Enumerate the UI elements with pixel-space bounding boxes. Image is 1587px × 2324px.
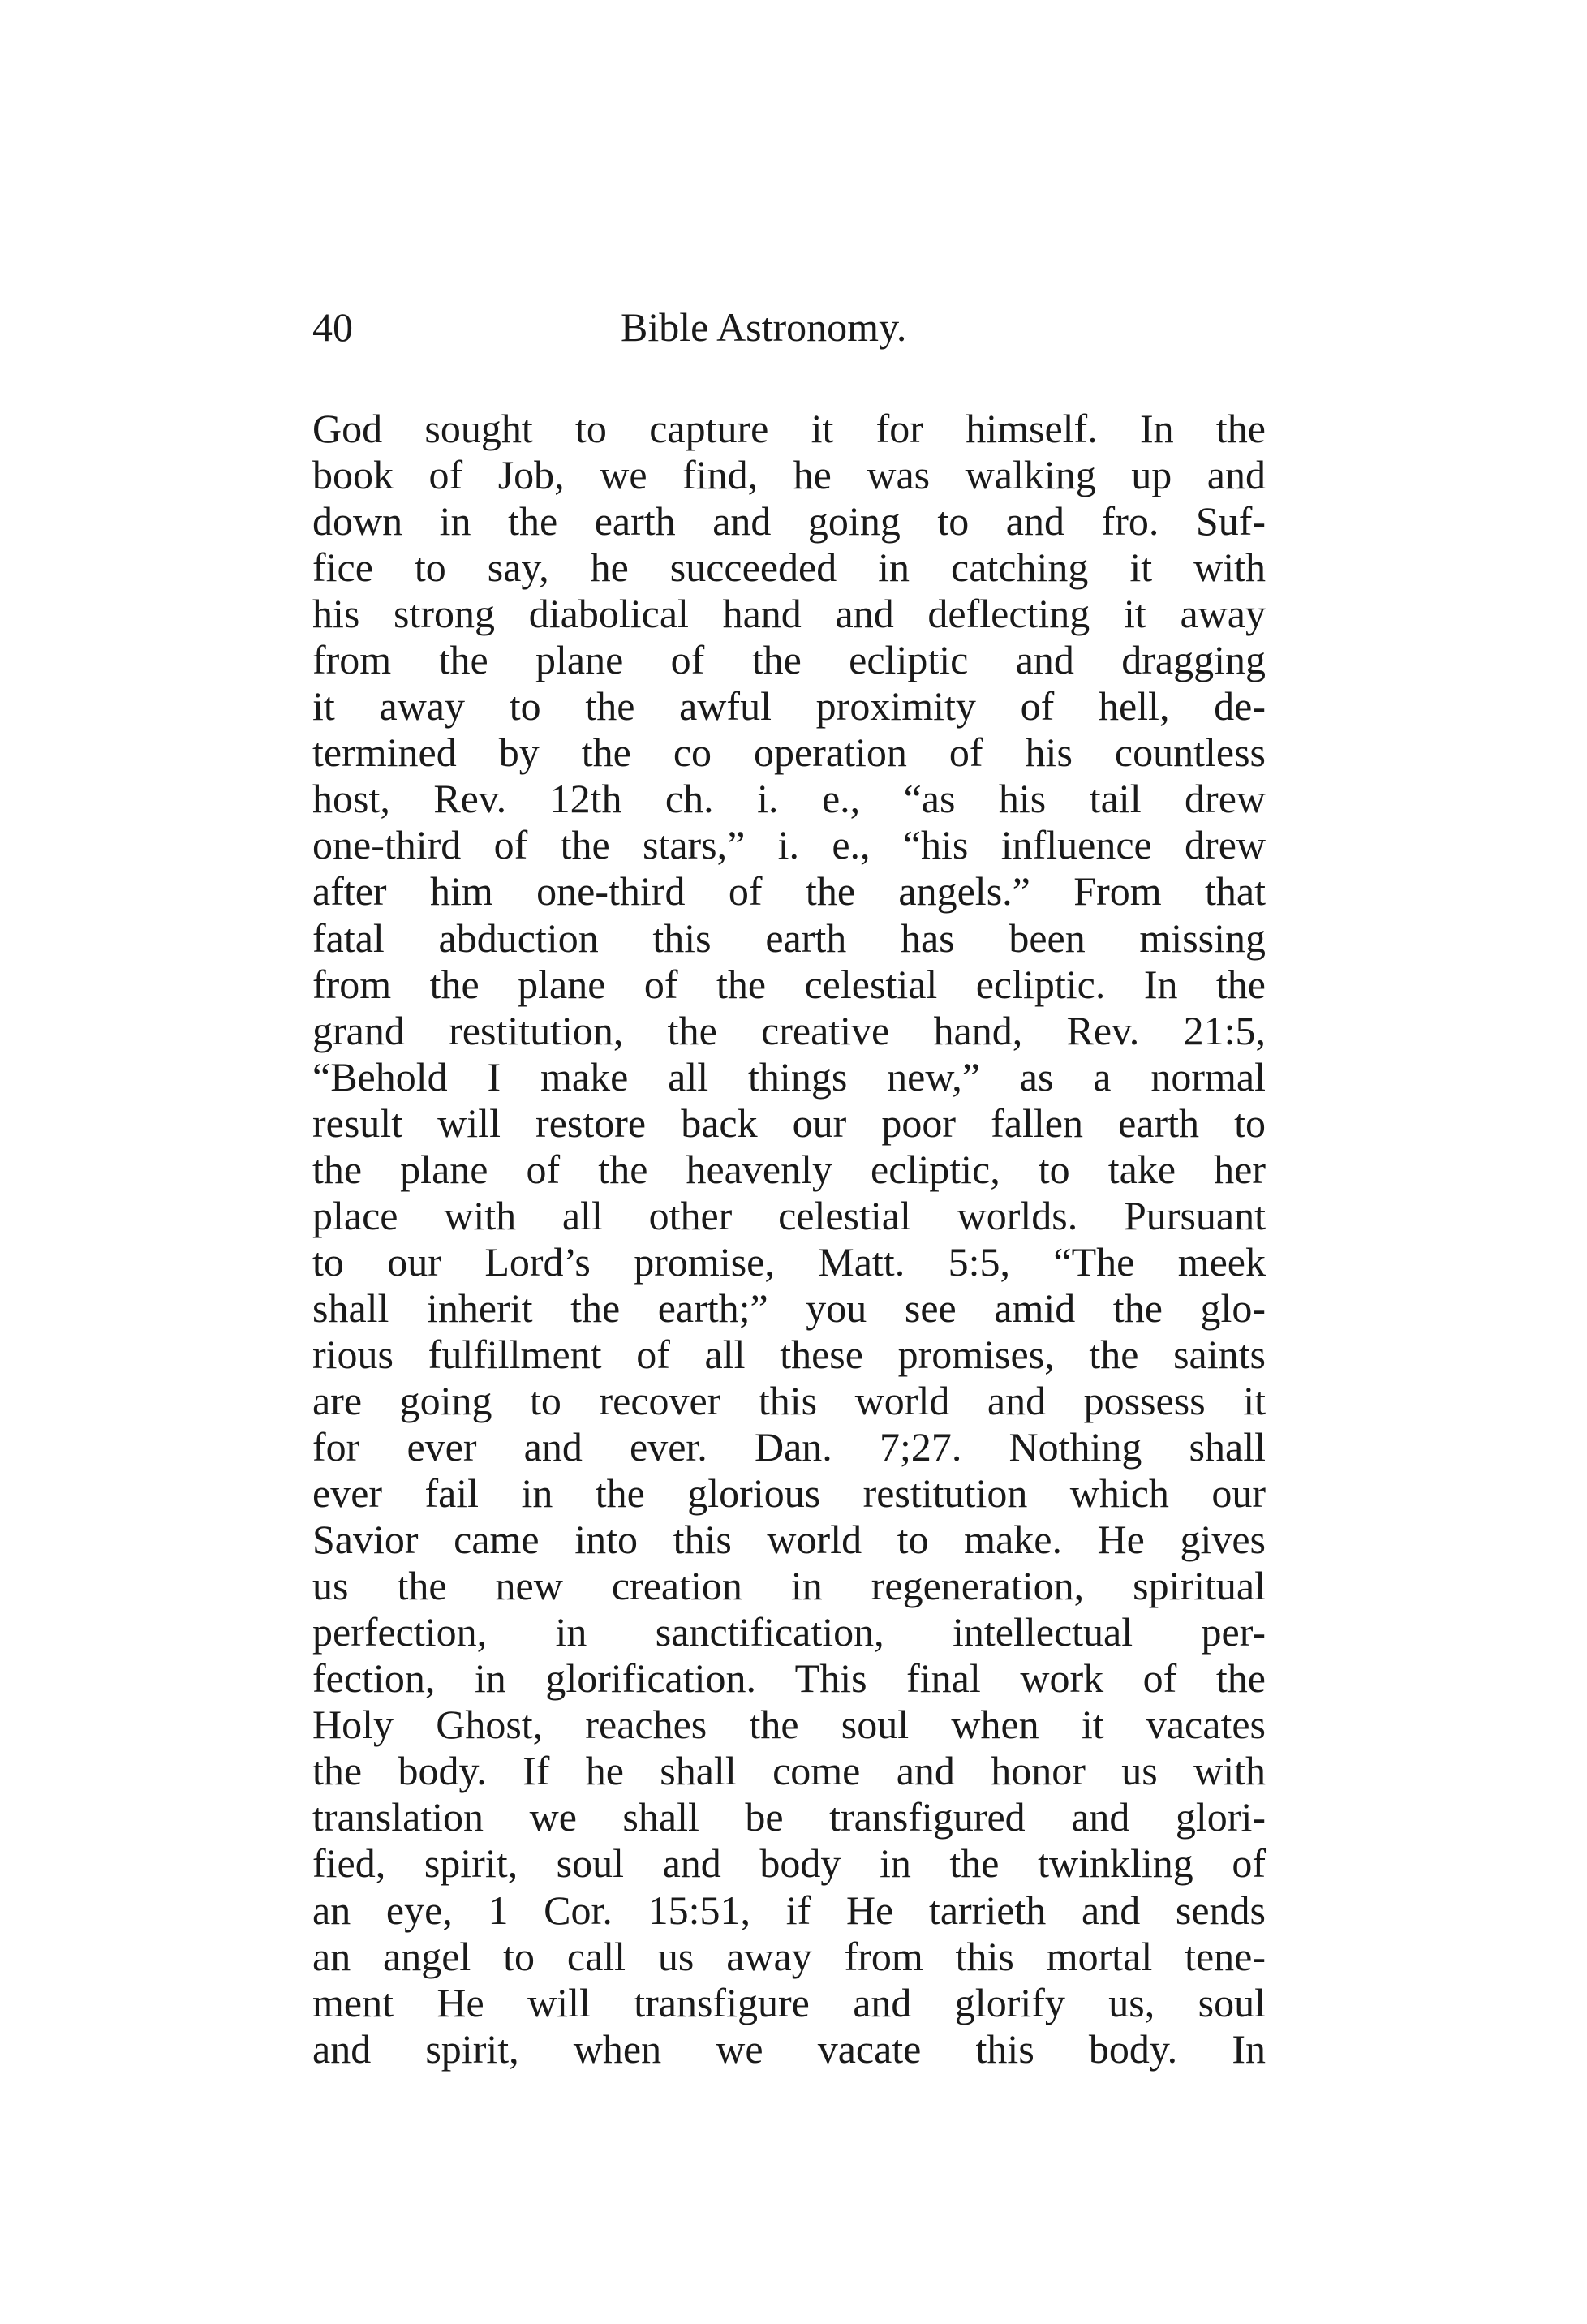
text-line: “Behold I make all things new,” as a normal: [312, 1053, 1266, 1100]
text-line: to our Lord’s promise, Matt. 5:5, “The meek: [312, 1238, 1266, 1285]
text-line: from the plane of the celestial ecliptic. In the: [312, 961, 1266, 1007]
text-line: and spirit, when we vacate this body. In: [312, 2025, 1266, 2072]
text-line: after him one-third of the angels.” From that: [312, 868, 1266, 915]
text-line: fied, spirit, soul and body in the twinkling of: [312, 1840, 1266, 1887]
text-line: Savior came into this world to make. He gives: [312, 1517, 1266, 1563]
text-line: are going to recover this world and possess it: [312, 1377, 1266, 1423]
text-line: ment He will transfigure and glorify us, soul: [312, 1979, 1266, 2025]
text-line: grand restitution, the creative hand, Rev. 21:5,: [312, 1007, 1266, 1053]
text-line: host, Rev. 12th ch. i. e., “as his tail drew: [312, 776, 1266, 822]
text-line: us the new creation in regeneration, spiritual: [312, 1563, 1266, 1609]
text-line: down in the earth and going to and fro. Suf-: [312, 498, 1266, 544]
page-number: 40: [312, 304, 353, 350]
text-line: translation we shall be transfigured and glori-: [312, 1794, 1266, 1840]
text-line: termined by the co operation of his countless: [312, 729, 1266, 776]
text-line: book of Job, we find, he was walking up and: [312, 452, 1266, 498]
body-text: [312, 406, 1266, 2072]
text-line: fection, in glorification. This final work of the: [312, 1655, 1266, 1702]
text-line: rious fulfillment of all these promises, the saints: [312, 1331, 1266, 1377]
text-line: shall inherit the earth;” you see amid the glo-: [312, 1285, 1266, 1331]
text-line: one-third of the stars,” i. e., “his influence drew: [312, 822, 1266, 868]
text-line: perfection, in sanctification, intellectual per-: [312, 1609, 1266, 1655]
text-line: the plane of the heavenly ecliptic, to take her: [312, 1146, 1266, 1192]
text-line: place with all other celestial worlds. Pursuant: [312, 1192, 1266, 1238]
text-line: Holy Ghost, reaches the soul when it vacates: [312, 1702, 1266, 1748]
page-header: [312, 299, 1270, 355]
text-line: God sought to capture it for himself. In the: [312, 406, 1266, 451]
text-line: for ever and ever. Dan. 7;27. Nothing shall: [312, 1424, 1266, 1470]
running-title: Bible Astronomy.: [621, 304, 907, 350]
text-line: his strong diabolical hand and deflecting it away: [312, 591, 1266, 637]
text-line: the body. If he shall come and honor us with: [312, 1748, 1266, 1794]
text-line: ever fail in the glorious restitution which our: [312, 1470, 1266, 1517]
text-line: fice to say, he succeeded in catching it with: [312, 544, 1266, 591]
text-line: an angel to call us away from this mortal tene-: [312, 1933, 1266, 1979]
text-line: result will restore back our poor fallen earth to: [312, 1100, 1266, 1146]
text-line: from the plane of the ecliptic and dragging: [312, 637, 1266, 683]
text-line: an eye, 1 Cor. 15:51, if He tarrieth and sends: [312, 1887, 1266, 1933]
text-line: it away to the awful proximity of hell, de-: [312, 683, 1266, 729]
text-line: fatal abduction this earth has been missing: [312, 915, 1266, 961]
